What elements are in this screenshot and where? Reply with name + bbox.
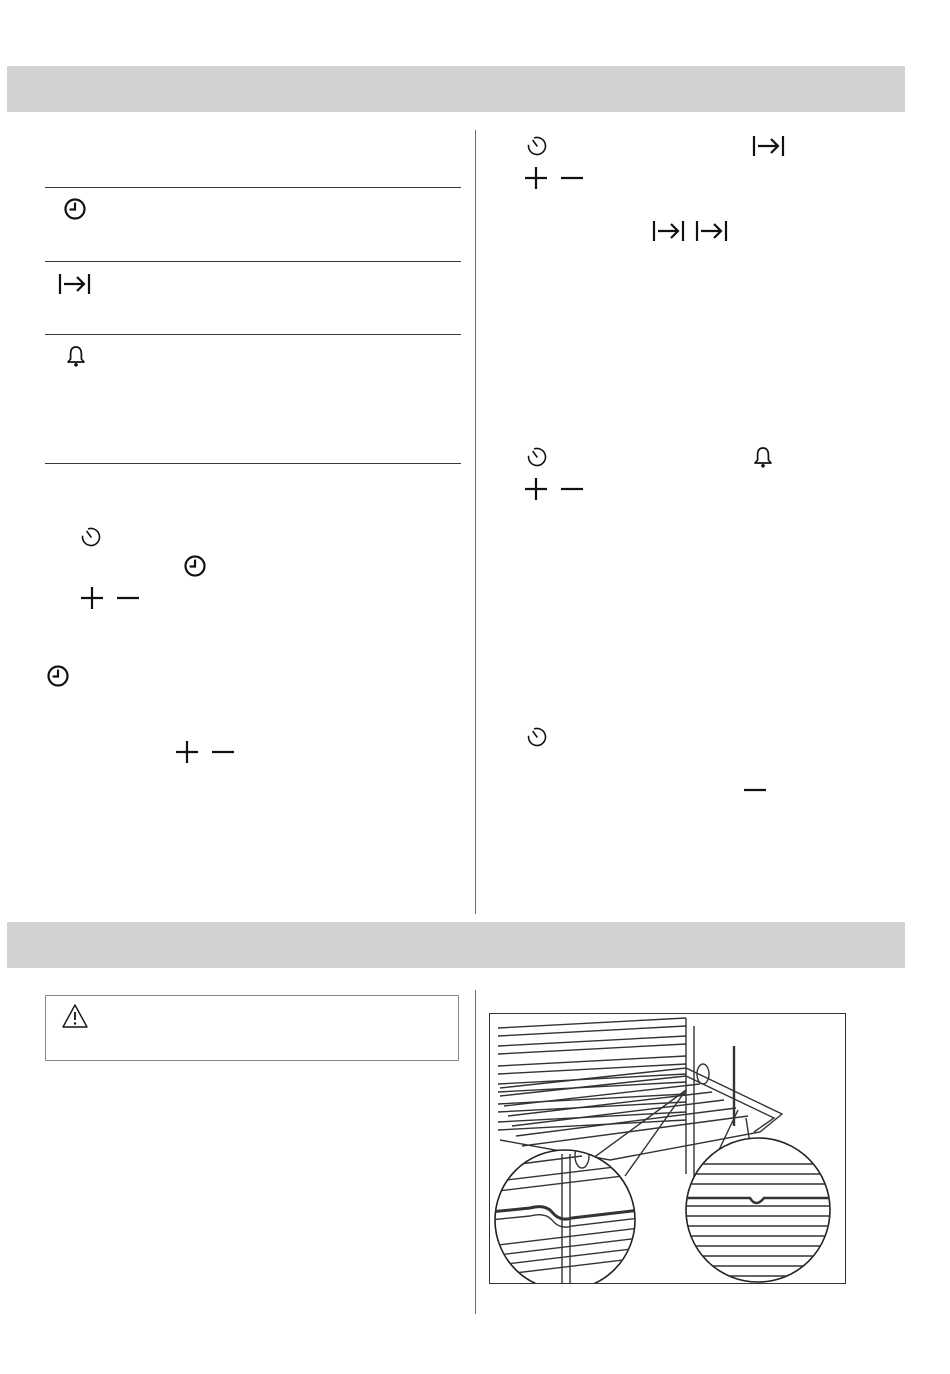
table-rule xyxy=(45,187,461,188)
end-time-icon xyxy=(58,272,92,296)
minute-minder-bell-icon xyxy=(753,446,773,468)
end-time-icon xyxy=(652,219,686,243)
column-divider-top xyxy=(475,130,476,914)
end-time-icon xyxy=(752,134,786,158)
time-of-day-icon xyxy=(46,664,70,688)
table-rule xyxy=(45,261,461,262)
minus-icon xyxy=(743,778,767,802)
end-time-icon xyxy=(695,219,729,243)
warning-box xyxy=(45,995,459,1061)
timer-icon xyxy=(80,524,102,548)
timer-icon xyxy=(526,444,548,468)
minute-minder-bell-icon xyxy=(66,345,86,367)
timer-icon xyxy=(526,133,548,157)
minus-icon xyxy=(211,740,235,764)
plus-icon xyxy=(80,586,104,610)
using-accessories-header-band xyxy=(7,922,905,968)
minus-icon xyxy=(116,586,140,610)
warning-triangle-icon xyxy=(61,1003,89,1029)
plus-icon xyxy=(524,166,548,190)
column-divider-bottom xyxy=(475,990,476,1314)
table-rule xyxy=(45,334,461,335)
plus-icon xyxy=(524,477,548,501)
table-rule xyxy=(45,463,461,464)
clock-functions-header-band xyxy=(7,66,905,112)
time-of-day-icon xyxy=(63,197,87,221)
minus-icon xyxy=(560,477,584,501)
shelf-support-illustration xyxy=(489,1013,846,1284)
timer-icon xyxy=(526,724,548,748)
minus-icon xyxy=(560,166,584,190)
time-of-day-icon xyxy=(183,554,207,578)
plus-icon xyxy=(175,740,199,764)
